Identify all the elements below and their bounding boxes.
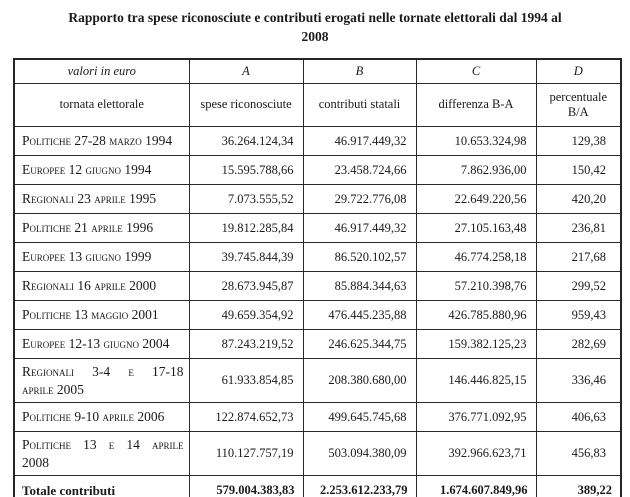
value-b: 503.094.380,09	[303, 432, 416, 476]
table-title-line1: Rapporto tra spese riconosciute e contributi erogati nelle tornate elettorali dal 1994 al	[68, 10, 562, 25]
value-b: 29.722.776,08	[303, 185, 416, 214]
tornata-label: Politiche 9-10 aprile 2006	[14, 403, 189, 432]
value-a: 122.874.652,73	[189, 403, 303, 432]
value-a: 28.673.945,87	[189, 272, 303, 301]
value-d: 236,81	[536, 214, 621, 243]
table-row	[14, 272, 621, 301]
tornata-label: Politiche 27-28 marzo 1994	[14, 127, 189, 156]
table-row	[14, 432, 621, 476]
value-b: 476.445.235,88	[303, 301, 416, 330]
table-row	[14, 301, 621, 330]
value-b: 46.917.449,32	[303, 127, 416, 156]
tornata-label-line: aprile 2005	[22, 381, 84, 397]
column-letter-b: B	[303, 59, 416, 84]
value-d: 336,46	[536, 359, 621, 403]
value-c: 146.446.825,15	[416, 359, 536, 403]
value-d: 217,68	[536, 243, 621, 272]
total-label: Totale contributi	[14, 476, 189, 497]
value-c: 46.774.258,18	[416, 243, 536, 272]
value-a: 87.243.219,52	[189, 330, 303, 359]
value-c: 392.966.623,71	[416, 432, 536, 476]
table-row	[14, 127, 621, 156]
value-b: 246.625.344,75	[303, 330, 416, 359]
value-a: 7.073.555,52	[189, 185, 303, 214]
value-c: 7.862.936,00	[416, 156, 536, 185]
value-b: 46.917.449,32	[303, 214, 416, 243]
column-letter-d: D	[536, 59, 621, 84]
value-c: 159.382.125,23	[416, 330, 536, 359]
tornata-label: Politiche 13 maggio 2001	[14, 301, 189, 330]
value-a: 19.812.285,84	[189, 214, 303, 243]
value-b: 86.520.102,57	[303, 243, 416, 272]
table-row	[14, 156, 621, 185]
column-header-contributi: contributi statali	[303, 84, 416, 127]
value-d: 959,43	[536, 301, 621, 330]
total-value-d: 389,22	[536, 476, 621, 497]
value-d: 456,83	[536, 432, 621, 476]
value-c: 57.210.398,76	[416, 272, 536, 301]
value-a: 39.745.844,39	[189, 243, 303, 272]
table-header	[14, 59, 621, 127]
table-row	[14, 403, 621, 432]
value-a: 49.659.354,92	[189, 301, 303, 330]
value-a: 15.595.788,66	[189, 156, 303, 185]
value-d: 129,38	[536, 127, 621, 156]
total-value-b: 2.253.612.233,79	[303, 476, 416, 497]
tornata-label-line: 2008	[22, 454, 49, 470]
tornata-label-line: Politiche 13 e 14 aprile	[22, 436, 184, 452]
value-c: 10.653.324,98	[416, 127, 536, 156]
table-row	[14, 214, 621, 243]
total-value-a: 579.004.383,83	[189, 476, 303, 497]
column-letters-row	[14, 59, 621, 84]
column-header-differenza: differenza B-A	[416, 84, 536, 127]
tornata-label-line: Regionali 3-4 e 17-18	[22, 363, 184, 379]
value-a: 61.933.854,85	[189, 359, 303, 403]
tornata-label	[14, 359, 189, 403]
column-letter-a: A	[189, 59, 303, 84]
tornata-label: Politiche 21 aprile 1996	[14, 214, 189, 243]
value-d: 150,42	[536, 156, 621, 185]
total-value-c: 1.674.607.849,96	[416, 476, 536, 497]
value-b: 208.380.680,00	[303, 359, 416, 403]
value-b: 85.884.344,63	[303, 272, 416, 301]
table-row	[14, 359, 621, 403]
tornata-label: Regionali 16 aprile 2000	[14, 272, 189, 301]
value-d: 299,52	[536, 272, 621, 301]
value-b: 23.458.724,66	[303, 156, 416, 185]
table-title-line2: 2008	[301, 28, 329, 44]
value-d: 406,63	[536, 403, 621, 432]
tornata-label: Europee 13 giugno 1999	[14, 243, 189, 272]
tornata-label: Europee 12-13 giugno 2004	[14, 330, 189, 359]
table-body	[14, 127, 621, 497]
value-c: 376.771.092,95	[416, 403, 536, 432]
column-header-spese: spese riconosciute	[189, 84, 303, 127]
column-header-tornata: tornata elettorale	[14, 84, 189, 127]
value-a: 110.127.757,19	[189, 432, 303, 476]
table-row	[14, 330, 621, 359]
value-d: 282,69	[536, 330, 621, 359]
value-a: 36.264.124,34	[189, 127, 303, 156]
table-row	[14, 243, 621, 272]
table-row	[14, 185, 621, 214]
tornata-label: Europee 12 giugno 1994	[14, 156, 189, 185]
value-c: 426.785.880,96	[416, 301, 536, 330]
column-header-percentuale: percentuale B/A	[536, 84, 621, 127]
table-title	[0, 0, 630, 47]
column-letter-c: C	[416, 59, 536, 84]
value-c: 27.105.163,48	[416, 214, 536, 243]
value-d: 420,20	[536, 185, 621, 214]
tornata-label	[14, 432, 189, 476]
spese-contributi-table	[13, 58, 622, 497]
tornata-label: Regionali 23 aprile 1995	[14, 185, 189, 214]
column-headers-row	[14, 84, 621, 127]
value-c: 22.649.220,56	[416, 185, 536, 214]
value-b: 499.645.745,68	[303, 403, 416, 432]
total-row	[14, 476, 621, 497]
unit-note: valori in euro	[14, 59, 189, 84]
